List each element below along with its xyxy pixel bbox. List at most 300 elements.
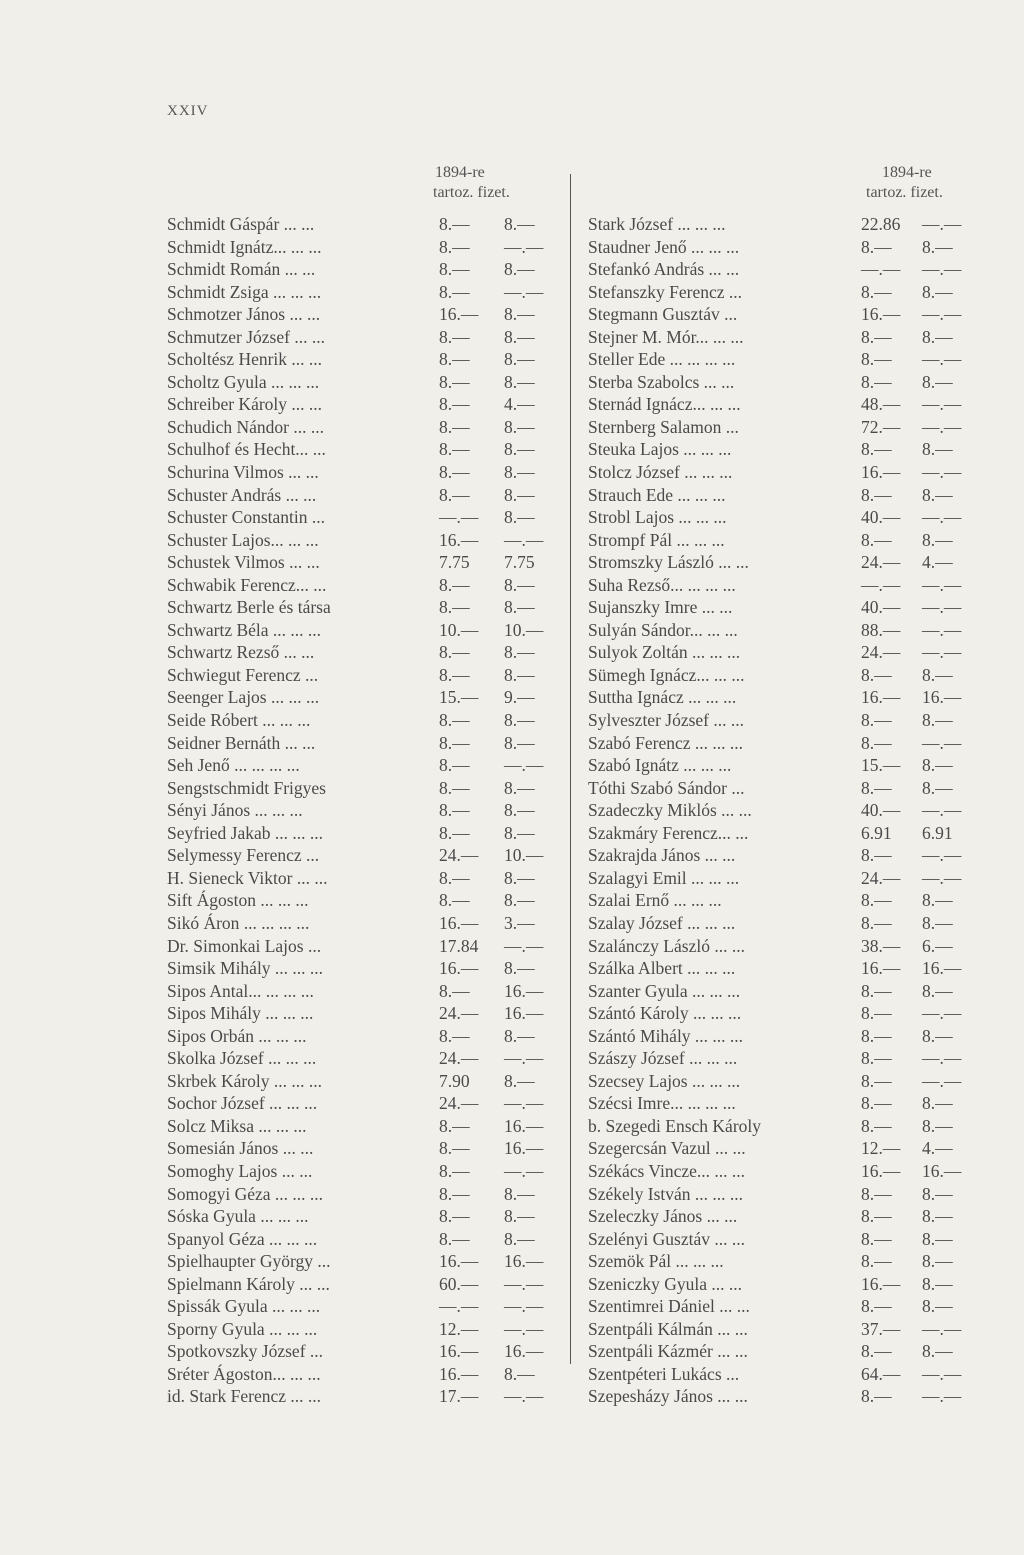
paid-amount: 8.— <box>922 1183 953 1204</box>
owed-amount: 60.— <box>439 1273 479 1294</box>
paid-amount: —.— <box>504 281 544 302</box>
owed-amount: 64.— <box>861 1363 901 1384</box>
paid-amount: 16.— <box>504 1115 544 1136</box>
owed-amount: 6.91 <box>861 822 892 843</box>
header-sublabels <box>866 184 943 202</box>
entry-name: Szalai Ernő ... ... ... <box>588 890 722 911</box>
list-item <box>588 484 1008 507</box>
entry-name: Sternád Ignácz... ... ... <box>588 394 741 415</box>
owed-amount: 8.— <box>861 980 892 1001</box>
list-item <box>167 664 562 687</box>
owed-amount: 40.— <box>861 507 901 528</box>
list-item <box>588 371 1008 394</box>
entry-name: Szalay József ... ... ... <box>588 912 736 933</box>
list-item <box>588 912 1008 935</box>
paid-amount: —.— <box>504 1093 544 1114</box>
list-item <box>588 889 1008 912</box>
owed-amount: 8.— <box>439 642 470 663</box>
entry-name: Sipos Antal... ... ... ... <box>167 980 314 1001</box>
list-item <box>588 1047 1008 1070</box>
entry-name: Suha Rezső... ... ... ... <box>588 574 736 595</box>
paid-amount: 8.— <box>922 439 953 460</box>
header-paid-label: fizet. <box>910 184 943 201</box>
paid-amount: 8.— <box>504 574 535 595</box>
paid-amount: —.— <box>922 574 962 595</box>
paid-amount: —.— <box>922 304 962 325</box>
paid-amount: 8.— <box>922 777 953 798</box>
entry-name: Sylveszter József ... ... <box>588 710 745 731</box>
list-item <box>588 258 1008 281</box>
paid-amount: 8.— <box>922 1341 953 1362</box>
owed-amount: —.— <box>861 259 901 280</box>
list-item <box>167 303 562 326</box>
paid-amount: —.— <box>504 1296 544 1317</box>
list-item <box>167 506 562 529</box>
paid-amount: 8.— <box>504 732 535 753</box>
list-item <box>588 1137 1008 1160</box>
list-item <box>167 236 562 259</box>
list-item <box>167 822 562 845</box>
paid-amount: 7.75 <box>504 552 535 573</box>
entry-name: Simsik Mihály ... ... ... <box>167 958 324 979</box>
owed-amount: 8.— <box>439 462 470 483</box>
owed-amount: 8.— <box>439 1183 470 1204</box>
list-item <box>588 326 1008 349</box>
paid-amount: 8.— <box>504 1183 535 1204</box>
entry-name: Sikó Áron ... ... ... ... <box>167 912 310 933</box>
owed-amount: 8.— <box>439 326 470 347</box>
entry-name: Strompf Pál ... ... ... <box>588 529 725 550</box>
paid-amount: 8.— <box>504 462 535 483</box>
owed-amount: 88.— <box>861 619 901 640</box>
list-item <box>167 1385 562 1408</box>
owed-amount: 8.— <box>861 845 892 866</box>
paid-amount: 8.— <box>922 529 953 550</box>
list-item <box>588 844 1008 867</box>
entry-name: b. Szegedi Ensch Károly <box>588 1115 762 1136</box>
entry-name: Stefanszky Ferencz ... <box>588 281 743 302</box>
paid-amount: 10.— <box>504 619 544 640</box>
entry-name: Schwartz Rezső ... ... <box>167 642 315 663</box>
paid-amount: 8.— <box>922 1025 953 1046</box>
list-item <box>167 619 562 642</box>
paid-amount: —.— <box>504 935 544 956</box>
owed-amount: 16.— <box>439 1251 479 1272</box>
paid-amount: —.— <box>504 236 544 257</box>
entry-name: Solcz Miksa ... ... ... <box>167 1115 307 1136</box>
list-item <box>167 1318 562 1341</box>
owed-amount: 24.— <box>439 845 479 866</box>
owed-amount: —.— <box>861 574 901 595</box>
list-item <box>167 912 562 935</box>
entry-name: Dr. Simonkai Lajos ... <box>167 935 322 956</box>
entry-name: Szecsey Lajos ... ... ... <box>588 1070 741 1091</box>
owed-amount: 12.— <box>861 1138 901 1159</box>
owed-amount: 8.— <box>439 236 470 257</box>
entry-name: Schwartz Béla ... ... ... <box>167 619 322 640</box>
list-item <box>588 393 1008 416</box>
paid-amount: —.— <box>922 259 962 280</box>
list-item <box>588 1318 1008 1341</box>
list-item <box>167 1250 562 1273</box>
list-item <box>167 393 562 416</box>
entry-name: Schwabik Ferencz... ... <box>167 574 327 595</box>
list-item <box>588 1092 1008 1115</box>
list-item <box>588 1183 1008 1206</box>
entry-name: Tóthi Szabó Sándor ... <box>588 777 745 798</box>
paid-amount: —.— <box>922 867 962 888</box>
list-item <box>167 281 562 304</box>
entry-list <box>167 213 562 1408</box>
paid-amount: 8.— <box>922 484 953 505</box>
paid-amount: 4.— <box>504 394 535 415</box>
list-item <box>588 438 1008 461</box>
list-item <box>167 1002 562 1025</box>
owed-amount: 8.— <box>439 822 470 843</box>
list-item <box>588 1002 1008 1025</box>
list-item <box>167 1273 562 1296</box>
paid-amount: 8.— <box>922 371 953 392</box>
list-item <box>167 213 562 236</box>
owed-amount: 8.— <box>439 1160 470 1181</box>
owed-amount: 24.— <box>439 1003 479 1024</box>
paid-amount: —.— <box>922 394 962 415</box>
paid-amount: 8.— <box>504 664 535 685</box>
list-item <box>588 1205 1008 1228</box>
paid-amount: 8.— <box>504 214 535 234</box>
paid-amount: 8.— <box>504 259 535 280</box>
entry-name: Sterba Szabolcs ... ... <box>588 371 735 392</box>
owed-amount: 8.— <box>861 439 892 460</box>
entry-name: H. Sieneck Viktor ... ... <box>167 867 328 888</box>
paid-amount: —.— <box>922 619 962 640</box>
list-item <box>588 1228 1008 1251</box>
entry-name: Szántó Mihály ... ... ... <box>588 1025 744 1046</box>
entry-name: Seide Róbert ... ... ... <box>167 710 311 731</box>
list-item <box>167 529 562 552</box>
entry-name: Sochor József ... ... ... <box>167 1093 318 1114</box>
paid-amount: —.— <box>922 845 962 866</box>
list-item <box>167 1363 562 1386</box>
paid-amount: —.— <box>504 755 544 776</box>
list-item <box>167 844 562 867</box>
entry-name: Sréter Ágoston... ... ... <box>167 1363 321 1384</box>
entry-name: Szakrajda János ... ... <box>588 845 736 866</box>
list-item <box>167 438 562 461</box>
list-item <box>588 303 1008 326</box>
list-item <box>167 889 562 912</box>
owed-amount: 8.— <box>861 1070 892 1091</box>
paid-amount: 8.— <box>504 642 535 663</box>
list-item <box>588 1025 1008 1048</box>
header-owed-label: tartoz. <box>866 184 907 201</box>
list-item <box>167 1160 562 1183</box>
paid-amount: 8.— <box>922 1206 953 1227</box>
owed-amount: 12.— <box>439 1318 479 1339</box>
paid-amount: 8.— <box>922 1251 953 1272</box>
paid-amount: —.— <box>922 1386 962 1407</box>
owed-amount: 8.— <box>861 484 892 505</box>
paid-amount: —.— <box>922 597 962 618</box>
list-item <box>167 641 562 664</box>
entry-name: Sulyán Sándor... ... ... <box>588 619 738 640</box>
owed-amount: 8.— <box>861 1341 892 1362</box>
entry-name: Somesián János ... ... <box>167 1138 314 1159</box>
entry-name: Suttha Ignácz ... ... ... <box>588 687 737 708</box>
owed-amount: 8.— <box>439 890 470 911</box>
list-item <box>167 1070 562 1093</box>
owed-amount: 8.— <box>439 349 470 370</box>
list-item <box>588 551 1008 574</box>
entry-name: Stegmann Gusztáv ... <box>588 304 738 325</box>
list-item <box>588 348 1008 371</box>
entry-name: Székács Vincze... ... ... <box>588 1160 746 1181</box>
paid-amount: 8.— <box>922 664 953 685</box>
list-item <box>588 1250 1008 1273</box>
entry-name: Seidner Bernáth ... ... <box>167 732 316 753</box>
owed-amount: 7.90 <box>439 1070 470 1091</box>
entry-name: Spissák Gyula ... ... ... <box>167 1296 321 1317</box>
owed-amount: 8.— <box>861 777 892 798</box>
entry-name: Seh Jenő ... ... ... ... <box>167 755 300 776</box>
list-item <box>167 1092 562 1115</box>
list-item <box>167 867 562 890</box>
list-item <box>588 664 1008 687</box>
owed-amount: 8.— <box>439 416 470 437</box>
list-item <box>588 461 1008 484</box>
column-header <box>167 164 562 213</box>
paid-amount: 10.— <box>504 845 544 866</box>
left-column <box>167 164 562 1408</box>
owed-amount: 8.— <box>861 1228 892 1249</box>
header-paid-label: fizet. <box>477 184 510 201</box>
list-item <box>167 1205 562 1228</box>
entry-name: Schuster András ... ... <box>167 484 317 505</box>
list-item <box>588 641 1008 664</box>
list-item <box>588 596 1008 619</box>
list-item <box>588 732 1008 755</box>
paid-amount: 8.— <box>922 890 953 911</box>
owed-amount: 16.— <box>861 687 901 708</box>
entry-name: Szentpéteri Lukács ... <box>588 1363 740 1384</box>
entry-name: Sporny Gyula ... ... ... <box>167 1318 318 1339</box>
paid-amount: 8.— <box>922 755 953 776</box>
owed-amount: 24.— <box>861 867 901 888</box>
paid-amount: —.— <box>922 1048 962 1069</box>
paid-amount: 8.— <box>922 326 953 347</box>
list-item <box>167 1183 562 1206</box>
entry-name: Scholtész Henrik ... ... <box>167 349 323 370</box>
paid-amount: 8.— <box>922 1296 953 1317</box>
owed-amount: 40.— <box>861 800 901 821</box>
list-item <box>588 686 1008 709</box>
owed-amount: —.— <box>439 1296 479 1317</box>
owed-amount: 38.— <box>861 935 901 956</box>
list-item <box>167 551 562 574</box>
paid-amount: 8.— <box>504 1025 535 1046</box>
entry-name: Szadeczky Miklós ... ... <box>588 800 752 821</box>
paid-amount: 16.— <box>922 958 962 979</box>
owed-amount: 8.— <box>439 1206 470 1227</box>
owed-amount: 24.— <box>439 1093 479 1114</box>
owed-amount: 8.— <box>861 732 892 753</box>
entry-name: Szentimrei Dániel ... ... <box>588 1296 750 1317</box>
owed-amount: 72.— <box>861 416 901 437</box>
owed-amount: 8.— <box>439 1138 470 1159</box>
owed-amount: 15.— <box>439 687 479 708</box>
paid-amount: —.— <box>504 1048 544 1069</box>
owed-amount: 16.— <box>861 462 901 483</box>
owed-amount: 8.— <box>439 777 470 798</box>
entry-name: Spotkovszky József ... <box>167 1341 324 1362</box>
owed-amount: 8.— <box>439 755 470 776</box>
owed-amount: 16.— <box>861 1160 901 1181</box>
entry-name: Schmutzer József ... ... <box>167 326 325 347</box>
list-item <box>167 416 562 439</box>
entry-name: Schudich Nándor ... ... <box>167 416 324 437</box>
paid-amount: 3.— <box>504 912 535 933</box>
entry-name: Szántó Károly ... ... ... <box>588 1003 742 1024</box>
paid-amount: 8.— <box>922 236 953 257</box>
entry-name: Szalánczy László ... ... <box>588 935 745 956</box>
list-item <box>167 709 562 732</box>
owed-amount: 16.— <box>439 912 479 933</box>
paid-amount: 16.— <box>504 1341 544 1362</box>
owed-amount: 37.— <box>861 1318 901 1339</box>
entry-name: Schmotzer János ... ... <box>167 304 321 325</box>
paid-amount: —.— <box>922 462 962 483</box>
paid-amount: 8.— <box>504 597 535 618</box>
paid-amount: —.— <box>922 416 962 437</box>
paid-amount: 8.— <box>504 304 535 325</box>
paid-amount: 8.— <box>504 416 535 437</box>
owed-amount: 8.— <box>861 664 892 685</box>
owed-amount: 8.— <box>439 259 470 280</box>
owed-amount: 8.— <box>861 1048 892 1069</box>
paid-amount: —.— <box>504 529 544 550</box>
entry-name: Stromszky László ... ... <box>588 552 749 573</box>
list-item <box>588 1385 1008 1408</box>
entry-name: Szentpáli Kálmán ... ... <box>588 1318 748 1339</box>
paid-amount: 8.— <box>504 822 535 843</box>
entry-name: Selymessy Ferencz ... <box>167 845 320 866</box>
owed-amount: 8.— <box>439 371 470 392</box>
entry-name: Sóska Gyula ... ... ... <box>167 1206 309 1227</box>
list-item <box>167 326 562 349</box>
owed-amount: 24.— <box>439 1048 479 1069</box>
list-item <box>167 596 562 619</box>
paid-amount: 8.— <box>504 349 535 370</box>
header-owed-label: tartoz. <box>433 184 474 201</box>
owed-amount: 8.— <box>861 371 892 392</box>
owed-amount: 8.— <box>439 574 470 595</box>
entry-name: Szakmáry Ferencz... ... <box>588 822 749 843</box>
paid-amount: —.— <box>922 732 962 753</box>
paid-amount: 8.— <box>504 800 535 821</box>
owed-amount: 8.— <box>439 664 470 685</box>
paid-amount: —.— <box>922 1363 962 1384</box>
list-item <box>588 957 1008 980</box>
entry-name: Stejner M. Mór... ... ... <box>588 326 744 347</box>
entry-name: Schulhof és Hecht... ... <box>167 439 326 460</box>
entry-name: Strauch Ede ... ... ... <box>588 484 726 505</box>
owed-amount: 48.— <box>861 394 901 415</box>
owed-amount: 8.— <box>439 484 470 505</box>
entry-name: Scholtz Gyula ... ... ... <box>167 371 320 392</box>
paid-amount: —.— <box>504 1318 544 1339</box>
paid-amount: 8.— <box>504 710 535 731</box>
paid-amount: 4.— <box>922 552 953 573</box>
paid-amount: —.— <box>922 1003 962 1024</box>
entry-name: Szeniczky Gyula ... ... <box>588 1273 743 1294</box>
page-number: XXIV <box>167 103 209 119</box>
entry-name: Sift Ágoston ... ... ... <box>167 890 309 911</box>
header-sublabels <box>433 184 510 202</box>
list-item <box>588 506 1008 529</box>
list-item <box>167 258 562 281</box>
owed-amount: 15.— <box>861 755 901 776</box>
owed-amount: 8.— <box>861 1025 892 1046</box>
owed-amount: 8.— <box>861 349 892 370</box>
paid-amount: 8.— <box>504 1228 535 1249</box>
entry-name: Schwartz Berle és társa <box>167 597 331 618</box>
owed-amount: 16.— <box>439 304 479 325</box>
list-item <box>167 371 562 394</box>
entry-name: Strobl Lajos ... ... ... <box>588 507 727 528</box>
paid-amount: 8.— <box>504 1363 535 1384</box>
paid-amount: —.— <box>504 1273 544 1294</box>
paid-amount: —.— <box>922 1070 962 1091</box>
owed-amount: 8.— <box>861 710 892 731</box>
owed-amount: 8.— <box>439 1228 470 1249</box>
entry-name: Szálka Albert ... ... ... <box>588 958 736 979</box>
paid-amount: 16.— <box>922 1160 962 1181</box>
paid-amount: 8.— <box>504 867 535 888</box>
entry-name: Schwiegut Ferencz ... <box>167 664 319 685</box>
entry-name: Sulyok Zoltán ... ... ... <box>588 642 741 663</box>
entry-name: Stolcz József ... ... ... <box>588 462 733 483</box>
paid-amount: 16.— <box>922 687 962 708</box>
paid-amount: 8.— <box>504 777 535 798</box>
paid-amount: 8.— <box>504 958 535 979</box>
entry-name: Schmidt Gáspár ... ... <box>167 214 315 234</box>
owed-amount: 16.— <box>439 1363 479 1384</box>
header-year: 1894-re <box>882 164 932 181</box>
column-header <box>588 164 1008 213</box>
list-item <box>167 574 562 597</box>
entry-name: Schmidt Zsiga ... ... ... <box>167 281 322 302</box>
column-divider <box>570 174 571 1364</box>
list-item <box>167 461 562 484</box>
paid-amount: —.— <box>922 214 962 234</box>
paid-amount: 8.— <box>504 1206 535 1227</box>
list-item <box>588 281 1008 304</box>
owed-amount: 17.84 <box>439 935 479 956</box>
list-item <box>167 777 562 800</box>
list-item <box>588 754 1008 777</box>
owed-amount: 8.— <box>439 867 470 888</box>
paid-amount: —.— <box>922 642 962 663</box>
entry-name: Steller Ede ... ... ... ... <box>588 349 736 370</box>
owed-amount: 8.— <box>861 1115 892 1136</box>
entry-name: Székely István ... ... ... <box>588 1183 744 1204</box>
list-item <box>588 574 1008 597</box>
paid-amount: 8.— <box>922 980 953 1001</box>
list-item <box>588 529 1008 552</box>
owed-amount: 16.— <box>439 1341 479 1362</box>
list-item <box>167 935 562 958</box>
list-item <box>588 213 1008 236</box>
